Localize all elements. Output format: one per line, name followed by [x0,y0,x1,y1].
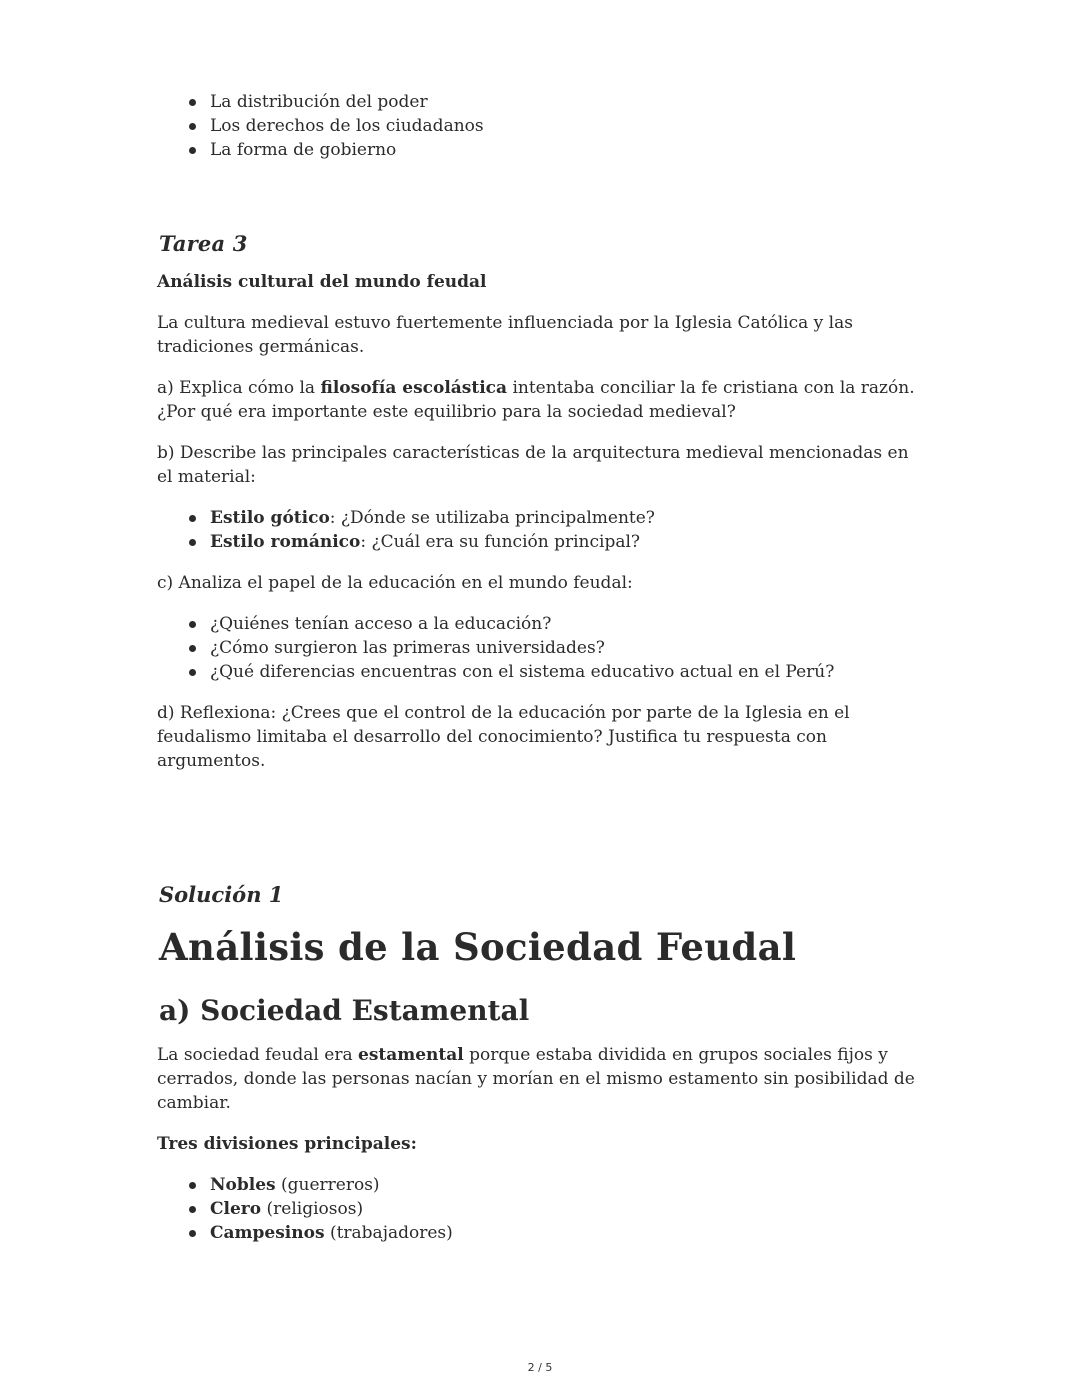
question-c: c) Analiza el papel de la educación en el mundo feudal: [157,573,633,593]
education-list [157,612,927,684]
top-bullet-list [157,90,927,162]
list-item-text: : ¿Cuál era su función principal? [360,532,641,552]
tarea-3-intro: La cultura medieval estuvo fuertemente influenciada por la Iglesia Católica y las tradiciones germánicas. [157,313,853,357]
question-a-text: a) Explica cómo la [157,378,321,398]
question-a-text-end: intentaba conciliar la fe cristiana con la razón. ¿Por qué era importante este equilibrio para la sociedad medieval? [157,378,915,422]
list-item [210,506,927,530]
list-item [210,1197,927,1221]
list-item-text: (guerreros) [275,1175,380,1195]
solution-subheading: a) Sociedad Estamental [159,994,530,1027]
list-item [210,530,927,554]
list-item: La distribución del poder [210,90,927,114]
list-item-bold: Estilo románico [210,532,361,552]
list-item: Los derechos de los ciudadanos [210,114,927,138]
solution-paragraph-text-end: porque estaba dividida en grupos sociales fijos y cerrados, donde las personas nacían y morían en el mismo estamento sin posibilidad de cambiar. [157,1045,915,1113]
list-item-bold: Estilo gótico [210,508,330,528]
question-a-bold: filosofía escolástica [320,378,508,398]
list-item: La forma de gobierno [210,138,927,162]
solucion-1-title: Solución 1 [159,882,284,907]
list-item [210,1173,927,1197]
list-item [210,1221,927,1245]
list-item-bold: Campesinos [210,1223,325,1243]
tarea-3-title: Tarea 3 [159,231,248,256]
question-b: b) Describe las principales características de la arquitectura medieval mencionadas en el material: [157,443,909,487]
divisions-label: Tres divisiones principales: [157,1134,417,1154]
question-d: d) Reflexiona: ¿Crees que el control de la educación por parte de la Iglesia en el feudalismo limitaba el desarrollo del conocimiento? Justifica tu respuesta con argumentos. [157,703,850,771]
list-item-text: : ¿Dónde se utilizaba principalmente? [329,508,655,528]
list-item: ¿Qué diferencias encuentras con el sistema educativo actual en el Perú? [210,660,927,684]
list-item: ¿Quiénes tenían acceso a la educación? [210,612,927,636]
solution-heading: Análisis de la Sociedad Feudal [159,925,797,969]
list-item-bold: Nobles [210,1175,276,1195]
solution-paragraph-bold: estamental [358,1045,464,1065]
tarea-3-subtitle: Análisis cultural del mundo feudal [157,272,487,292]
solution-paragraph-text: La sociedad feudal era [157,1045,358,1065]
list-item-text: (religiosos) [261,1199,364,1219]
list-item-text: (trabajadores) [324,1223,453,1243]
page-number: 2 / 5 [527,1361,553,1374]
document-page [157,90,927,1262]
list-item-bold: Clero [210,1199,262,1219]
divisions-list [157,1173,927,1245]
list-item: ¿Cómo surgieron las primeras universidades? [210,636,927,660]
question-a [157,376,927,424]
solution-paragraph [157,1043,927,1115]
architecture-list [157,506,927,554]
